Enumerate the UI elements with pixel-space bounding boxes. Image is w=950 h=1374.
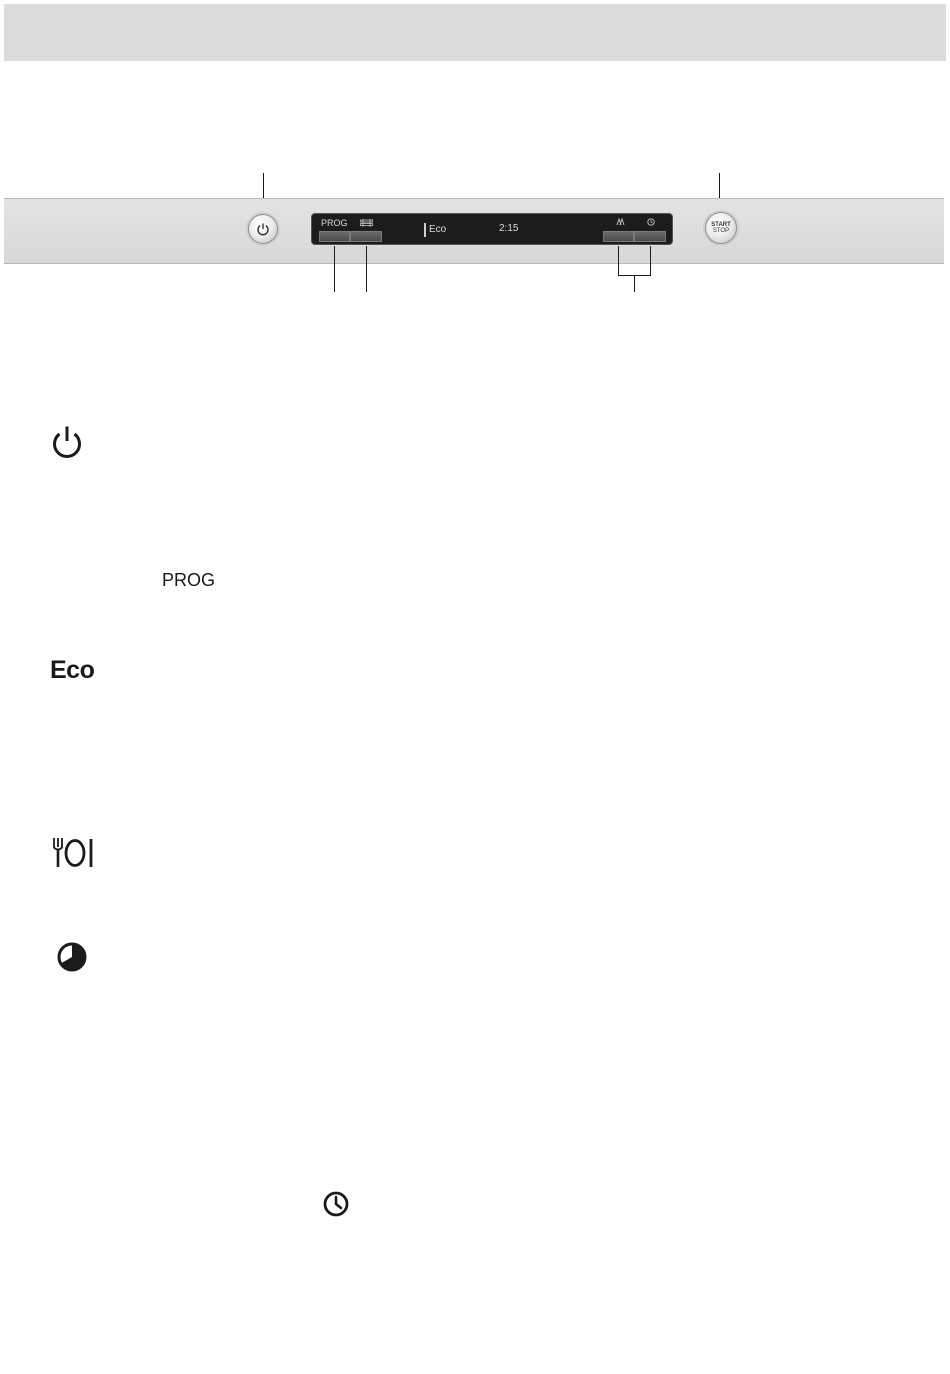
wash-level-icon: [360, 219, 373, 227]
power-icon: [256, 222, 270, 236]
leader-line-delay: [650, 246, 651, 275]
leader-line-prog: [334, 246, 335, 292]
legend-eco-label: Eco: [50, 656, 95, 684]
display-prog-label: PROG: [321, 218, 348, 228]
half-load-touch-button[interactable]: [603, 231, 634, 242]
delay-touch-button[interactable]: [634, 231, 666, 242]
start-label: START: [711, 222, 731, 228]
prog-touch-button[interactable]: [319, 231, 350, 242]
power-button[interactable]: [248, 214, 278, 244]
clock-icon: [322, 1190, 350, 1218]
program-indicator-bar: [424, 223, 426, 237]
power-icon: [50, 425, 84, 461]
stop-label: STOP: [712, 228, 730, 234]
cutlery-plate-icon: [51, 838, 95, 868]
legend-prog-label: PROG: [162, 570, 216, 590]
display-program-name: Eco: [429, 224, 447, 235]
start-stop-button[interactable]: [705, 212, 737, 244]
pie-clock-icon: [55, 940, 89, 974]
leader-line-wash-level: [366, 246, 367, 292]
wash-level-touch-button[interactable]: [350, 231, 382, 242]
control-display: [311, 213, 673, 245]
header-band: [4, 4, 946, 61]
clock-icon: [647, 218, 655, 226]
half-load-icon: [616, 218, 625, 226]
leader-line-half-load: [618, 246, 619, 275]
leader-line-bracket-stem: [634, 275, 635, 292]
display-time-readout: 2:15: [499, 223, 519, 234]
